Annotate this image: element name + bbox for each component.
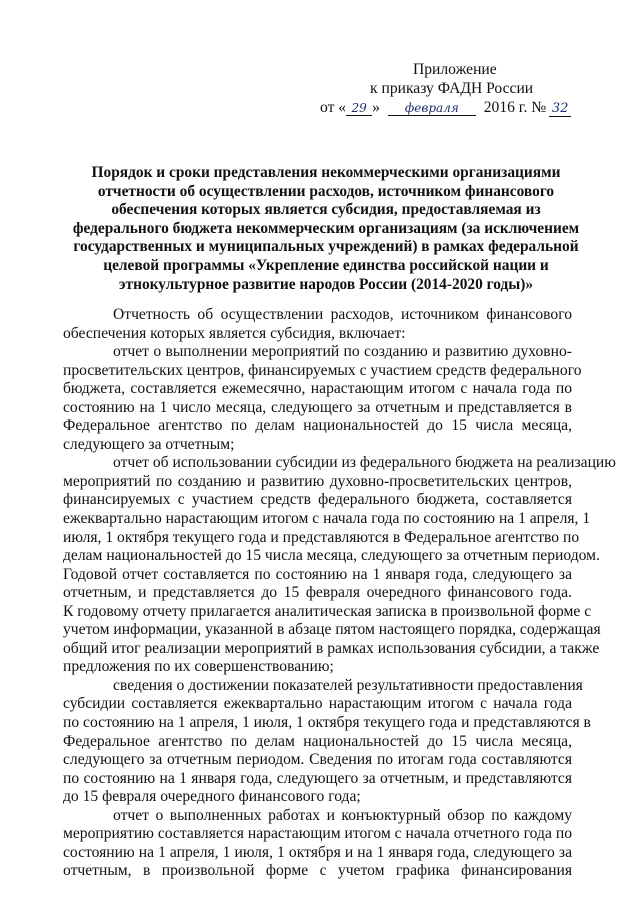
title-line: отчетности об осуществлении расходов, источником финансового [97,182,555,200]
order-reference: к приказу ФАДН России [370,79,534,97]
body-line: по состоянию на 1 апреля, 1 июля, 1 октября текущего года и представляются в [63,714,591,732]
appendix-label: Приложение [413,61,497,78]
title-line: Порядок и сроки представления некоммерческими организациями [91,164,561,181]
body-line: Федеральное агентство по делам национальностей до 15 числа месяца, [63,417,572,435]
body-line: отчет об использовании субсидии из федерального бюджета на реализацию [113,454,616,472]
body-line: ежеквартально нарастающим итогом с начала года по состоянию на 1 апреля, 1 [63,510,591,528]
body-line: отчетным, в произвольной форме с учетом графика финансирования [63,862,572,880]
handwritten-month: февраля [388,101,476,116]
body-line: делам национальностей до 15 числа месяца, следующего за отчетным периодом. [63,547,600,565]
body-line: отчет о выполненных работах и конъюктурный обзор по каждому [113,806,572,824]
date-close-quote: » [372,99,380,116]
document-body [63,306,616,881]
body-line: состоянию на 1 апреля, 1 июля, 1 октября и на 1 января года, следующего за [63,843,572,861]
body-line: сведения о достижении показателей результативности предоставления [113,676,583,694]
handwritten-order-number: 32 [549,102,571,117]
date-prefix: от « [320,99,347,116]
body-line: общий итог реализации мероприятий в рамках использования субсидии, а также [63,639,600,657]
title-line: целевой программы «Укрепление единства российской нации и [103,256,549,274]
order-date-line [320,99,569,118]
body-line: субсидии составляется ежеквартально нарастающим итогом с начала года [63,695,572,713]
body-line: мероприятий по созданию и развитию духовно-просветительских центров, [63,472,572,490]
body-line: финансируемых с участием средств федерального бюджета, составляется [63,491,572,509]
body-line: К годовому отчету прилагается аналитическая записка в произвольной форме с [63,602,592,620]
body-line: учетом информации, указанной в абзаце пятом настоящего порядка, содержащая [63,621,601,639]
body-line: мероприятию составляется нарастающим итогом с начала отчетного года по [63,825,572,843]
body-line: следующего за отчетным периодом. Сведения по итогам года составляются [63,751,572,769]
title-line: обеспечения которых является субсидия, предоставляемая из [111,201,541,219]
body-line: отчет о выполнении мероприятий по созданию и развитию духовно- [113,343,572,361]
document-title [66,164,586,294]
body-line: состоянию на 1 число месяца, следующего за отчетным и представляется в [63,398,572,416]
body-line: предложения по их совершенствованию; [63,658,334,676]
appendix-header [320,61,569,118]
body-line: Отчетность об осуществлении расходов, источником финансового [113,306,572,323]
body-line: следующего за отчетным; [63,435,235,453]
body-line: Годовой отчет составляется по состоянию на 1 января года, следующего за [63,565,572,583]
year-text: 2016 г. № [483,99,547,116]
body-line: отчетным, и представляется до 15 февраля очередного финансового года. [63,584,572,602]
title-line: федерального бюджета некоммерческим организациям (за исключением [72,219,580,237]
title-line: этнокультурное развитие народов России (2014-2020 годы)» [118,275,534,293]
handwritten-day: 29 [346,101,372,116]
body-line: июля, 1 октября текущего года и представляются в Федеральное агентство по [63,528,580,546]
body-line: по состоянию на 1 января года, следующего за отчетным, и представляются [63,769,572,787]
title-line: государственных и муниципальных учреждений) в рамках федеральной [73,238,579,256]
body-line: бюджета, составляется ежемесячно, нарастающим итогом с начала года по [63,380,572,398]
body-line: до 15 февраля очередного финансового года; [63,788,361,806]
body-line: просветительских центров, финансируемых с участием средств федерального [63,361,582,379]
body-line: Федеральное агентство по делам национальностей до 15 числа месяца, [63,732,572,750]
body-line: обеспечения которых является субсидия, включает: [63,324,406,342]
